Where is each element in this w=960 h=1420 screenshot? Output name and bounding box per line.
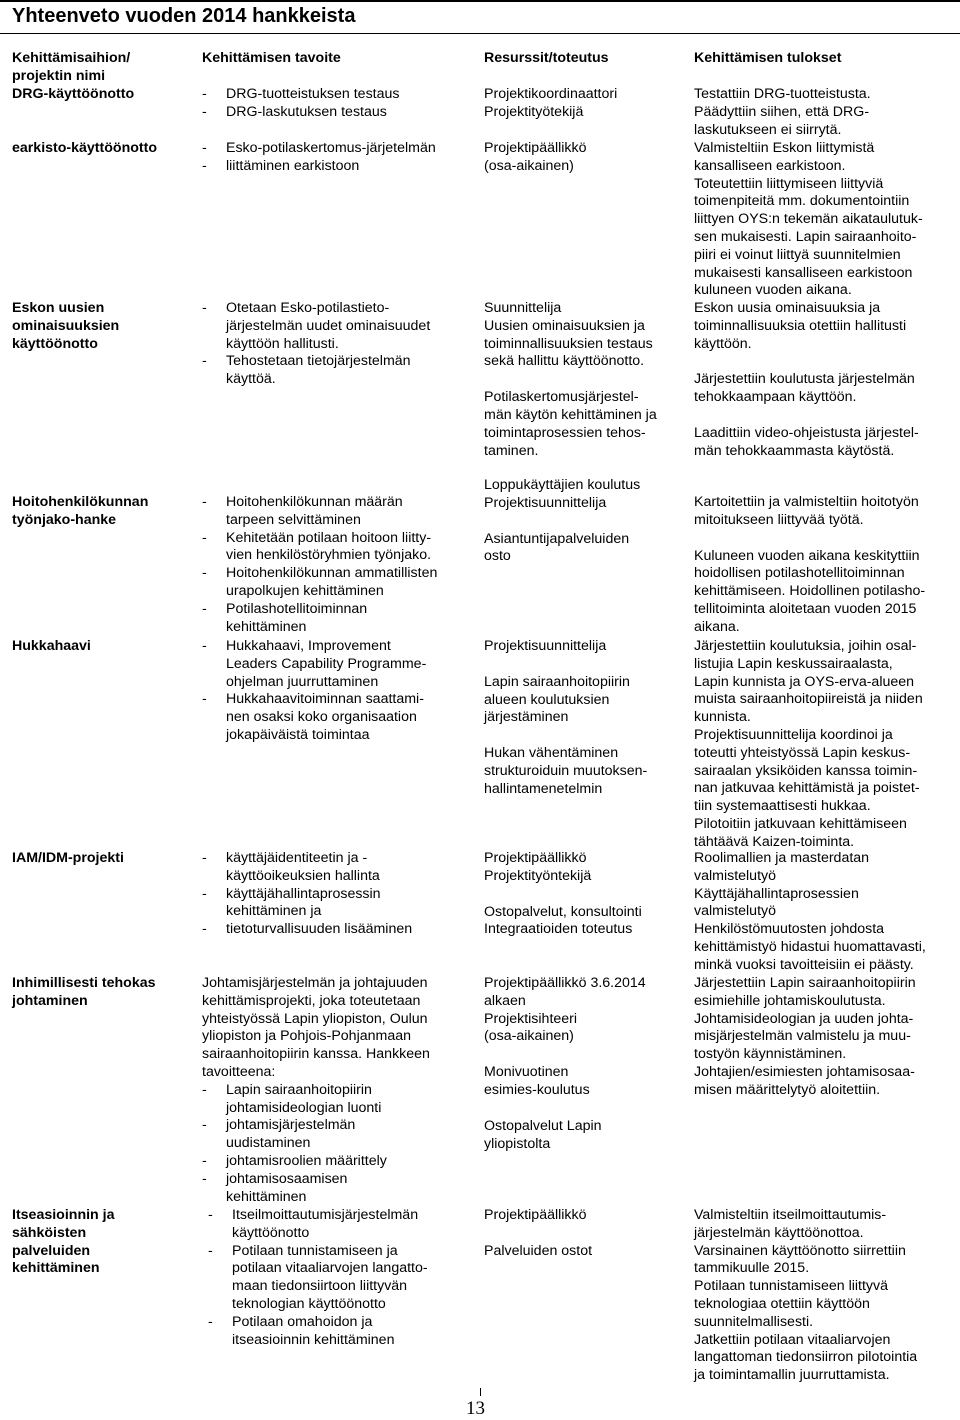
bullet-dash: - xyxy=(202,1081,207,1098)
goal-cell xyxy=(202,86,472,122)
resources-cell xyxy=(484,638,689,799)
result-line: Eskon uusia ominaisuuksia ja xyxy=(694,300,881,316)
goal-item xyxy=(202,1082,472,1118)
result-line: kehittämiseen. Hoidollinen potilasho- xyxy=(694,583,926,600)
goal-intro-line: yliopiston ja Pohjois-Pohjanmaan xyxy=(202,1028,411,1045)
goal-item xyxy=(202,691,472,744)
resource-line: yliopistolta xyxy=(484,1135,551,1152)
goal-intro-line: Johtamisjärjestelmän ja johtajuuden xyxy=(202,975,428,991)
bullet-dash: - xyxy=(202,494,207,510)
spacer xyxy=(484,727,689,745)
result-line: tähtäävä Kaizen-toiminta. xyxy=(694,833,855,850)
result-line: misjärjestelmän valmistelu ja muu- xyxy=(694,1028,911,1045)
goal-cell xyxy=(202,850,472,939)
resource-line: Suunnittelija xyxy=(484,300,562,316)
result-line: Käyttäjähallintaprosessien xyxy=(694,885,859,902)
bullet-dash: - xyxy=(202,885,207,902)
spacer xyxy=(484,1225,689,1243)
header-col-resources: Resurssit/toteutus xyxy=(484,50,609,66)
result-line: Järjestettiin koulutusta järjestelmän xyxy=(694,371,915,388)
resource-line: alkaen xyxy=(484,992,526,1009)
resource-line: Ostopalvelut, konsultointi xyxy=(484,903,642,920)
result-line: kansalliseen earkistoon. xyxy=(694,157,846,174)
resource-line: Asiantuntijapalveluiden xyxy=(484,530,630,547)
goal-item xyxy=(202,104,472,122)
project-name-line: Itseasioinnin ja xyxy=(12,1207,115,1223)
goal-item xyxy=(202,886,472,922)
bullet-dash: - xyxy=(202,600,207,617)
result-line: män tehokkaammasta käytöstä. xyxy=(694,442,895,459)
goal-line: tietoturvallisuuden lisääminen xyxy=(226,921,413,938)
bullet-dash: - xyxy=(202,86,207,102)
result-line: Lapin kunnista ja OYS-erva-alueen xyxy=(694,673,915,690)
goal-cell xyxy=(202,494,472,636)
goal-text xyxy=(232,1243,428,1314)
resource-line: Ostopalvelut Lapin xyxy=(484,1117,602,1134)
resource-line: Projektityötekijä xyxy=(484,103,584,120)
goal-cell xyxy=(202,638,472,745)
spacer xyxy=(484,371,689,389)
bullet-dash: - xyxy=(202,638,207,654)
goal-text: liittäminen earkistoon xyxy=(226,157,360,174)
resource-line: Projektityöntekijä xyxy=(484,867,592,884)
spacer xyxy=(694,530,956,548)
goal-line: johtamisroolien määrittely xyxy=(226,1152,387,1169)
results-cell xyxy=(694,1207,956,1385)
goal-line: jokapäiväistä toimintaa xyxy=(226,726,370,743)
result-line: toiminnallisuuksia otettiin hallitusti xyxy=(694,317,907,334)
resource-line: toiminnallisuuksien testaus xyxy=(484,335,653,352)
goal-line: käyttöön hallitusti. xyxy=(226,335,339,352)
project-name-line: Eskon uusien xyxy=(12,300,105,316)
goal-item xyxy=(202,1171,472,1207)
result-line: Järjestettiin koulutuksia, joihin osal- xyxy=(694,638,917,654)
resource-line: Projektisuunnittelija xyxy=(484,494,607,511)
goal-line: Kehitetään potilaan hoitoon liitty- xyxy=(226,529,432,546)
result-line: nan jatkuvaa kehittämistä ja poistet- xyxy=(694,780,920,797)
spacer xyxy=(694,353,956,371)
goal-intro-line: sairaanhoitopiirin kanssa. Hankkeen xyxy=(202,1046,430,1063)
result-line: Potilaan tunnistamiseen liittyvä xyxy=(694,1278,888,1295)
resource-line: sekä hallittu käyttöönotto. xyxy=(484,353,645,370)
resource-line: Loppukäyttäjien koulutus xyxy=(484,477,641,493)
result-line: listujia Lapin keskussairaalasta, xyxy=(694,655,893,672)
resource-line: osto xyxy=(484,548,511,565)
result-line: Kartoitettiin ja valmisteltiin hoitotyön xyxy=(694,494,919,510)
goal-line: Hoitohenkilökunnan ammatillisten xyxy=(226,565,438,582)
result-line: Pilotoitiin jatkuvaan kehittämiseen xyxy=(694,815,907,832)
result-line: tehokkaampaan käyttöön. xyxy=(694,389,857,406)
goal-item xyxy=(202,1207,472,1243)
result-line: Valmisteltiin itseilmoittautumis- xyxy=(694,1207,887,1223)
resource-line: alueen koulutuksien xyxy=(484,691,610,708)
resource-line: Projektipäällikkö xyxy=(484,140,587,156)
resources-cell xyxy=(484,850,689,939)
goal-line: ohjelman juurruttaminen xyxy=(226,673,379,690)
goal-item xyxy=(202,353,472,389)
goal-text xyxy=(226,601,367,637)
goal-line: käyttöönotto xyxy=(232,1224,310,1241)
resource-line: Projektipäällikkö xyxy=(484,1207,587,1223)
goal-item xyxy=(202,494,472,530)
project-name-line: työnjako-hanke xyxy=(12,511,117,528)
resource-line: Projektisihteeri xyxy=(484,1010,578,1027)
goal-text xyxy=(226,530,431,566)
result-line: tammikuulle 2015. xyxy=(694,1260,810,1277)
goal-item xyxy=(202,140,472,158)
resource-line: Projektisuunnittelija xyxy=(484,638,607,654)
spacer xyxy=(694,407,956,425)
result-line: Johtamisideologian ja uuden johta- xyxy=(694,1010,914,1027)
bullet-dash: - xyxy=(208,1242,213,1259)
goal-line: Hukkahaavitoiminnan saattami- xyxy=(226,691,424,708)
goal-line: vien henkilöstöryhmien työnjako. xyxy=(226,547,432,564)
project-name xyxy=(12,300,194,353)
resource-line: esimies-koulutus xyxy=(484,1081,590,1098)
goal-item xyxy=(202,1243,472,1314)
project-name-line: käyttöönotto xyxy=(12,335,98,352)
resources-cell xyxy=(484,140,689,176)
project-name: earkisto-käyttöönotto xyxy=(12,140,158,156)
resource-line: järjestäminen xyxy=(484,709,569,726)
spacer xyxy=(484,1100,689,1118)
goal-text xyxy=(226,300,430,353)
goal-item xyxy=(202,565,472,601)
goal-text: DRG-laskutuksen testaus xyxy=(226,103,387,120)
result-line: järjestelmän käyttöönottoa. xyxy=(694,1224,864,1241)
goal-cell xyxy=(202,300,472,389)
resource-line: Monivuotinen xyxy=(484,1064,569,1081)
result-line: Laadittiin video-ohjeistusta järjestel- xyxy=(694,424,919,441)
bullet-dash: - xyxy=(202,157,207,174)
result-line: tellitoiminta aloitetaan vuoden 2015 xyxy=(694,600,917,617)
result-line: langattoman tiedonsiirron pilotointia xyxy=(694,1349,918,1366)
goal-cell xyxy=(202,975,472,1206)
goal-text xyxy=(232,1207,418,1243)
result-line: sairaalan yksiköiden kanssa toimin- xyxy=(694,762,918,779)
goal-item xyxy=(202,601,472,637)
goal-line: järjestelmän uudet ominaisuudet xyxy=(226,317,431,334)
result-line: kunnista. xyxy=(694,709,751,726)
result-line: mitoitukseen liittyvää työtä. xyxy=(694,511,864,528)
header-col-results: Kehittämisen tulokset xyxy=(694,50,842,66)
goal-item xyxy=(202,1153,472,1171)
goal-line: Leaders Capability Programme- xyxy=(226,655,427,672)
goal-intro-line: tavoitteena: xyxy=(202,1063,276,1080)
result-line: Johtajien/esimiesten johtamisosaa- xyxy=(694,1063,915,1080)
bullet-dash: - xyxy=(202,921,207,938)
result-line: piiri ei voinut liittyä suunnitelmien xyxy=(694,246,901,263)
goal-line: käyttäjähallintaprosessin xyxy=(226,885,381,902)
result-line: Roolimallien ja masterdatan xyxy=(694,850,870,866)
bullet-dash: - xyxy=(202,565,207,582)
result-line: Varsinainen käyttöönotto siirrettiin xyxy=(694,1242,906,1259)
resource-line: taminen. xyxy=(484,442,539,459)
goal-line: Hukkahaavi, Improvement xyxy=(226,638,391,654)
result-line: sen mukaisesti. Lapin sairaanhoito- xyxy=(694,228,917,245)
result-line: Toteutettiin liittymiseen liittyviä xyxy=(694,175,884,192)
goal-line: itseasioinnin kehittäminen xyxy=(232,1331,395,1348)
result-line: Päädyttiin siihen, että DRG- xyxy=(694,103,870,120)
page-number: 13 xyxy=(466,1398,485,1419)
resources-cell xyxy=(484,477,689,566)
goal-line: käyttöoikeuksien hallinta xyxy=(226,867,380,884)
goal-cell xyxy=(202,140,472,176)
result-line: aikana. xyxy=(694,618,740,635)
result-line: minkä vuoksi tavoitteisiin ei päästy. xyxy=(694,956,914,973)
goal-intro-line: yhteistyössä Lapin yliopiston, Oulun xyxy=(202,1010,428,1027)
header-col-goal: Kehittämisen tavoite xyxy=(202,50,341,66)
goal-item xyxy=(202,530,472,566)
goal-item xyxy=(202,300,472,353)
result-line: misen määrittelytyö aloitettiin. xyxy=(694,1081,881,1098)
resource-line: Palveluiden ostot xyxy=(484,1242,593,1259)
result-line: Valmisteltiin Eskon liittymistä xyxy=(694,140,875,156)
project-name: Hukkahaavi xyxy=(12,638,91,654)
result-line: laskutukseen ei siirrytä. xyxy=(694,121,842,138)
bullet-dash: - xyxy=(202,1170,207,1187)
goal-text xyxy=(226,1153,387,1171)
goal-line: Potilaan tunnistamiseen ja xyxy=(232,1242,398,1259)
result-line: tiin systemaattisesti hukkaa. xyxy=(694,798,871,815)
resource-line: Hukan vähentäminen xyxy=(484,745,619,762)
result-line: liittyen OYS:n tekemän aikataulutuk- xyxy=(694,211,923,228)
project-name-line: kehittäminen xyxy=(12,1260,100,1277)
goal-line: johtamisosaamisen xyxy=(226,1170,348,1187)
project-name xyxy=(12,975,194,1011)
resource-line: strukturoiduin muutoksen- xyxy=(484,762,648,779)
goal-item xyxy=(202,850,472,886)
project-name: DRG-käyttöönotto xyxy=(12,86,135,102)
result-line: mukaisesti kansalliseen earkistoon xyxy=(694,264,913,281)
header-col-project-text: Kehittämisaihion/ projektin nimi xyxy=(12,50,131,84)
resource-line: Projektipäällikkö xyxy=(484,850,587,866)
resource-line: Projektikoordinaattori xyxy=(484,86,618,102)
goal-line: uudistaminen xyxy=(226,1135,311,1152)
results-cell xyxy=(694,300,956,461)
result-line: Jatkettiin potilaan vitaaliarvojen xyxy=(694,1331,891,1348)
goal-intro xyxy=(202,975,472,1082)
goal-line: johtamisjärjestelmän xyxy=(226,1117,356,1134)
goal-line: käyttöä. xyxy=(226,371,276,388)
goal-text xyxy=(226,1117,355,1153)
goal-item xyxy=(202,1117,472,1153)
results-cell xyxy=(694,86,956,139)
resource-line: Potilaskertomusjärjestel- xyxy=(484,389,639,406)
goal-text xyxy=(226,691,424,744)
goal-text xyxy=(232,1314,394,1350)
goal-line: urapolkujen kehittäminen xyxy=(226,582,384,599)
resource-line: Uusien ominaisuuksien ja xyxy=(484,317,645,334)
goal-line: Lapin sairaanhoitopiirin xyxy=(226,1081,372,1098)
result-line: Kuluneen vuoden aikana keskityttiin xyxy=(694,547,920,564)
bullet-dash: - xyxy=(202,140,207,156)
goal-text xyxy=(226,638,426,691)
goal-item xyxy=(202,158,472,176)
goal-line: Hoitohenkilökunnan määrän xyxy=(226,494,403,510)
bullet-dash: - xyxy=(202,850,207,866)
resources-cell xyxy=(484,975,689,1153)
resources-cell xyxy=(484,300,689,460)
goal-line: teknologian käyttöönotto xyxy=(232,1295,386,1312)
result-line: Testattiin DRG-tuotteistusta. xyxy=(694,86,871,102)
project-name-line: johtaminen xyxy=(12,992,88,1009)
result-line: Projektisuunnittelija koordinoi ja xyxy=(694,726,893,743)
project-name-line: Hoitohenkilökunnan xyxy=(12,494,149,510)
goal-line: Potilaan omahoidon ja xyxy=(232,1313,373,1330)
goal-item xyxy=(202,1314,472,1350)
bullet-dash: - xyxy=(202,1152,207,1169)
project-name xyxy=(12,494,194,530)
result-line: kuluneen vuoden aikana. xyxy=(694,282,852,299)
goal-text xyxy=(226,565,437,601)
goal-text xyxy=(226,850,380,886)
resources-cell xyxy=(484,86,689,122)
results-cell xyxy=(694,975,956,1100)
goal-line: maan tiedonsiirtoon liittyvän xyxy=(232,1278,408,1295)
result-line: toteutti yhteistyössä Lapin keskus- xyxy=(694,744,911,761)
bullet-dash: - xyxy=(202,1117,207,1134)
results-cell xyxy=(694,850,956,975)
goal-item xyxy=(202,921,472,939)
results-cell xyxy=(694,638,956,852)
result-line: valmistelutyö xyxy=(694,903,777,920)
goal-line: kehittäminen xyxy=(226,618,307,635)
resource-line: (osa-aikainen) xyxy=(484,157,574,174)
resource-line: Projektipäällikkö 3.6.2014 xyxy=(484,975,646,991)
result-line: kehittämistyö hidastui huomattavasti, xyxy=(694,938,926,955)
bullet-dash: - xyxy=(202,529,207,546)
header-col-project xyxy=(12,50,187,86)
resource-line: toimintaprosessien tehos- xyxy=(484,424,646,441)
resource-line: (osa-aikainen) xyxy=(484,1028,574,1045)
result-line: Henkilöstömuutosten johdosta xyxy=(694,921,885,938)
project-name xyxy=(12,1207,194,1278)
goal-line: Itseilmoittautumisjärjestelmän xyxy=(232,1207,419,1223)
result-line: ja toimintamallin juurruttamista. xyxy=(694,1367,890,1384)
resource-line: Integraatioiden toteutus xyxy=(484,921,633,938)
bullet-dash: - xyxy=(202,691,207,708)
goal-line: nen osaksi koko organisaation xyxy=(226,709,417,726)
spacer xyxy=(484,1046,689,1064)
goal-line: Potilashotellitoiminnan xyxy=(226,600,368,617)
results-cell xyxy=(694,494,956,637)
bullet-dash: - xyxy=(202,353,207,370)
goal-text xyxy=(226,353,411,389)
result-line: hoidollisen potilashotellitoiminnan xyxy=(694,565,905,582)
goal-text xyxy=(226,921,412,939)
goal-item xyxy=(202,86,472,104)
resources-cell xyxy=(484,1207,689,1261)
result-line: esimiehille johtamiskoulutusta. xyxy=(694,992,886,1009)
goal-intro-line: kehittämisprojekti, joka toteutetaan xyxy=(202,992,421,1009)
page-title-text: Yhteenveto vuoden 2014 hankkeista xyxy=(12,5,356,27)
goal-text xyxy=(226,1082,381,1118)
page-divider xyxy=(480,1388,481,1396)
goal-item xyxy=(202,638,472,691)
project-name: IAM/IDM-projekti xyxy=(12,850,124,866)
result-line: suunnitelmallisesti. xyxy=(694,1313,814,1330)
goal-line: kehittäminen ja xyxy=(226,903,322,920)
goal-text xyxy=(226,886,381,922)
goal-line: Otetaan Esko-potilastieto- xyxy=(226,300,390,316)
result-line: tostyön käynnistäminen. xyxy=(694,1046,847,1063)
goal-line: potilaan vitaaliarvojen langatto- xyxy=(232,1260,428,1277)
project-name-line: ominaisuuksien xyxy=(12,317,120,334)
bullet-dash: - xyxy=(208,1207,213,1223)
project-name-line: palveluiden xyxy=(12,1242,91,1259)
spacer xyxy=(484,656,689,674)
goal-cell xyxy=(202,1207,472,1349)
results-cell xyxy=(694,140,956,300)
resource-line: hallintamenetelmin xyxy=(484,780,603,797)
bullet-dash: - xyxy=(202,103,207,120)
project-name-line: Inhimillisesti tehokas xyxy=(12,975,156,991)
bullet-dash: - xyxy=(202,300,207,316)
goal-line: johtamisideologian luonti xyxy=(226,1099,382,1116)
goal-line: tarpeen selvittäminen xyxy=(226,511,361,528)
goal-line: käyttäjäidentiteetin ja - xyxy=(226,850,368,866)
resource-line: män käytön kehittäminen ja xyxy=(484,406,657,423)
result-line: Järjestettiin Lapin sairaanhoitopiirin xyxy=(694,975,916,991)
result-line: teknologiaa otettiin käyttöön xyxy=(694,1295,870,1312)
resource-line: Lapin sairaanhoitopiirin xyxy=(484,673,630,690)
page-title xyxy=(0,0,960,34)
project-name-line: sähköisten xyxy=(12,1224,87,1241)
goal-text: Esko-potilaskertomus-järjetelmän xyxy=(226,140,436,156)
result-line: käyttöön. xyxy=(694,335,752,352)
goal-line: Tehostetaan tietojärjestelmän xyxy=(226,353,411,370)
result-line: muista sairaanhoitopiireistä ja niiden xyxy=(694,691,923,708)
goal-text xyxy=(226,494,403,530)
bullet-dash: - xyxy=(208,1313,213,1330)
result-line: toimenpiteitä mm. dokumentointiin xyxy=(694,193,910,210)
result-line: valmistelutyö xyxy=(694,867,777,884)
goal-line: kehittäminen xyxy=(226,1188,307,1205)
goal-text xyxy=(226,1171,347,1207)
spacer xyxy=(484,886,689,904)
spacer xyxy=(484,513,689,531)
goal-text: DRG-tuotteistuksen testaus xyxy=(226,86,400,102)
